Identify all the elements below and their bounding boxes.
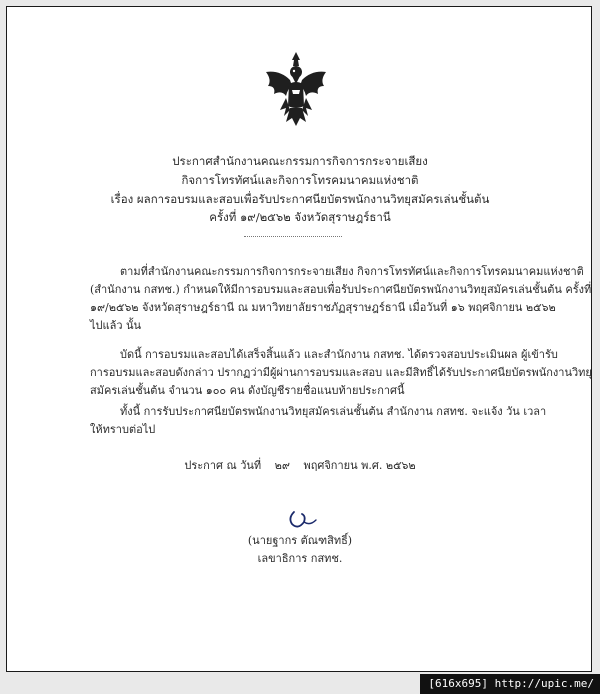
paragraph-1-line: ตามที่สำนักงานคณะกรรมการกิจการกระจายเสียง กิจการโทรทัศน์และกิจการโทรคมนาคมแห่งชาติ bbox=[120, 265, 584, 278]
dotted-divider bbox=[244, 236, 342, 237]
paragraph-3-line: ให้ทราบต่อไป bbox=[90, 423, 156, 436]
paragraph-1-line: ๑๙/๒๕๖๒ จังหวัดสุราษฎร์ธานี ณ มหาวิทยาลัยราชภัฏสุราษฎร์ธานี เมื่อวันที่ ๑๖ พฤศจิกายน ๒๕๖๒ bbox=[90, 301, 556, 314]
paragraph-2-line: การอบรมและสอบดังกล่าว ปรากฏว่ามีผู้ผ่านการอบรมและสอบ และมีสิทธิ์ได้รับประกาศนียบัตรพนักงานวิทยุ bbox=[90, 366, 592, 379]
header-line-1: ประกาศสำนักงานคณะกรรมการกิจการกระจายเสียง bbox=[172, 154, 428, 168]
paragraph-3-line: ทั้งนี้ การรับประกาศนียบัตรพนักงานวิทยุสมัครเล่นชั้นต้น สำนักงาน กสทช. จะแจ้ง วัน เวลา bbox=[120, 405, 547, 418]
date-line bbox=[0, 458, 600, 474]
date-prefix: ประกาศ ณ วันที่ bbox=[184, 459, 262, 472]
signature-mark bbox=[282, 508, 322, 532]
paragraph-2-line: สมัครเล่นชั้นต้น จำนวน ๑๐๐ คน ดังบัญชีรายชื่อแนบท้ายประกาศนี้ bbox=[90, 384, 405, 397]
paragraph-2-line: บัดนี้ การอบรมและสอบได้เสร็จสิ้นแล้ว และสำนักงาน กสทช. ได้ตรวจสอบประเมินผล ผู้เข้ารับ bbox=[120, 348, 558, 361]
header-line-2: กิจการโทรทัศน์และกิจการโทรคมนาคมแห่งชาติ bbox=[181, 173, 419, 187]
date-month-year: พฤศจิกายน พ.ศ. ๒๕๖๒ bbox=[303, 459, 416, 472]
signatory-name: (นายฐากร ตัณฑสิทธิ์) bbox=[247, 534, 353, 547]
garuda-emblem-icon bbox=[260, 50, 332, 130]
signatory-position: เลขาธิการ กสทช. bbox=[257, 552, 343, 565]
image-host-status-bar: [616x695] http://upic.me/ bbox=[420, 674, 600, 694]
date-day: ๒๙ bbox=[274, 459, 290, 472]
subject-line: เรื่อง ผลการอบรมและสอบเพื่อรับประกาศนียบัตรพนักงานวิทยุสมัครเล่นชั้นต้น bbox=[110, 192, 490, 206]
paragraph-1-line: (สำนักงาน กสทช.) กำหนดให้มีการอบรมและสอบเพื่อรับประกาศนียบัตรพนักงานวิทยุสมัครเล่นชั้นต้น ครั้งที่ bbox=[90, 283, 592, 296]
paragraph-1-line: ไปแล้ว นั้น bbox=[90, 319, 142, 332]
edition-line: ครั้งที่ ๑๙/๒๕๖๒ จังหวัดสุราษฎร์ธานี bbox=[209, 210, 391, 224]
